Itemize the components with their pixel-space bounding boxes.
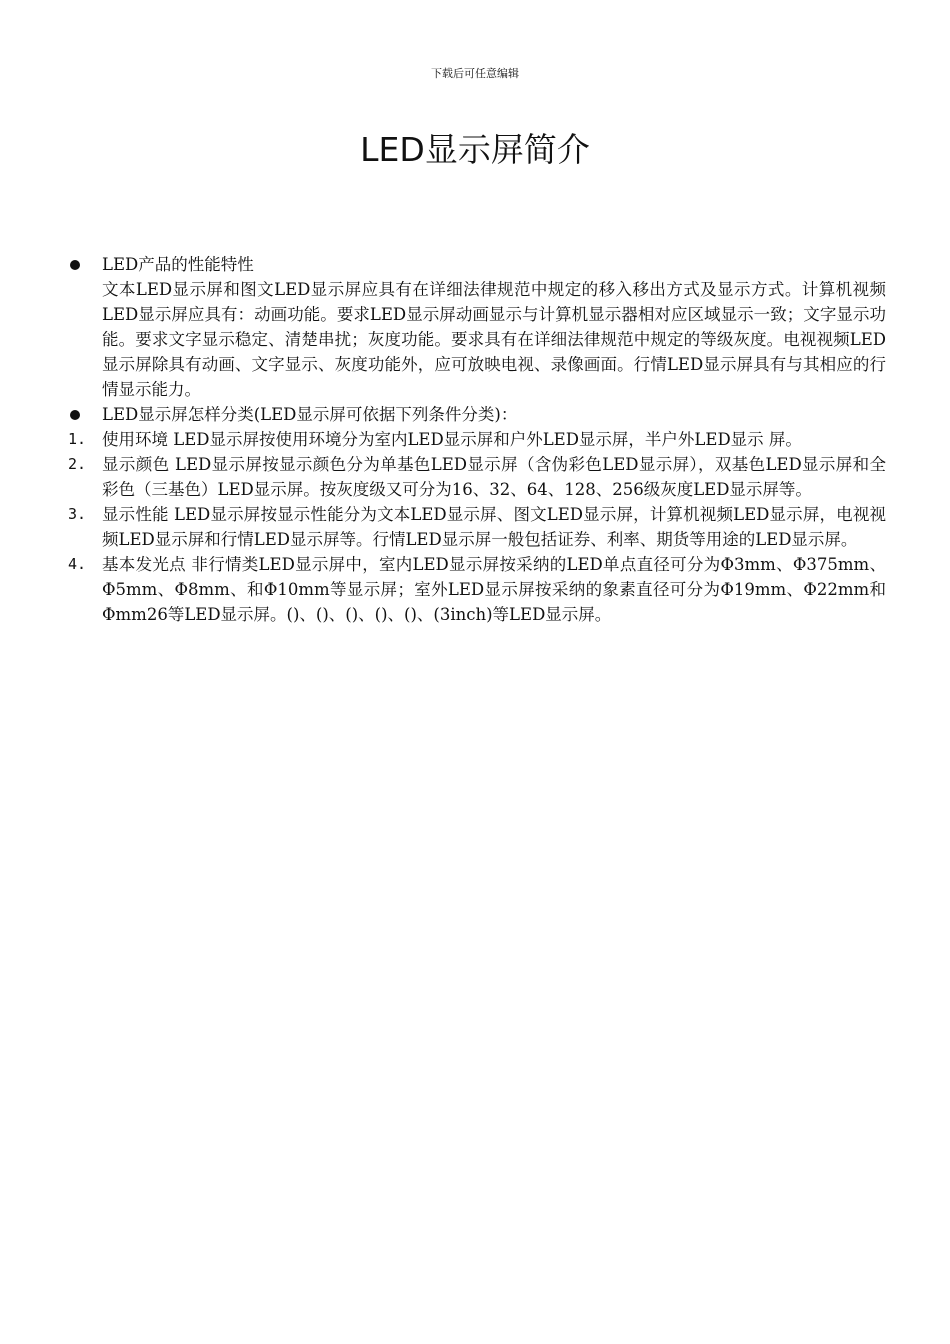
- section-paragraph: 文本LED显示屏和图文LED显示屏应具有在详细法律规范中规定的移入移出方式及显示方式。计算机视频LED显示屏应具有：动画功能。要求LED显示屏动画显示与计算机显示器相对应区域显示一致；文字显示功能。要求文字显示稳定、清楚串扰；灰度功能。要求具有在详细法律规范中规定的等级灰度。电视视频LED显示屏除具有动画、文字显示、灰度功能外，应可放映电视、录像画面。行情LED显示屏具有与其相应的行情显示能力。: [102, 280, 886, 399]
- item-text: 显示性能 LED显示屏按显示性能分为文本LED显示屏、图文LED显示屏，计算机视频LED显示屏，电视视频LED显示屏和行情LED显示屏等。行情LED显示屏一般包括证券、利率、期货等用途的LED显示屏。: [102, 505, 886, 549]
- item-text: 显示颜色 LED显示屏按显示颜色分为单基色LED显示屏（含伪彩色LED显示屏），双基色LED显示屏和全彩色（三基色）LED显示屏。按灰度级又可分为16、32、64、128、256级灰度LED显示屏等。: [102, 455, 886, 499]
- item-number: 1.: [68, 430, 87, 448]
- document-body: [68, 252, 886, 627]
- item-text: 使用环境 LED显示屏按使用环境分为室内LED显示屏和户外LED显示屏，半户外LED显示 屏。: [102, 430, 802, 449]
- header-note: 下载后可任意编辑: [431, 67, 519, 80]
- section-heading: LED显示屏怎样分类(LED显示屏可依据下列条件分类)：: [102, 405, 518, 424]
- section-heading: LED产品的性能特性: [102, 255, 254, 274]
- numbered-item: [68, 552, 886, 627]
- item-number: 4.: [68, 555, 87, 573]
- numbered-item: [68, 502, 886, 552]
- document-title: LED显示屏简介: [360, 130, 590, 169]
- bullet-icon: [68, 402, 98, 427]
- bullet-icon: [68, 252, 98, 277]
- item-text: 基本发光点 非行情类LED显示屏中，室内LED显示屏按采纳的LED单点直径可分为Φ3mm、Φ375mm、Φ5mm、Φ8mm、和Φ10mm等显示屏；室外LED显示屏按采纳的象素直径可分为Φ19mm、Φ22mm和Φmm26等LED显示屏。()、()、()、()、()、(3inch)等LED显示屏。: [102, 555, 886, 624]
- bullet-section-classification: [68, 402, 886, 427]
- item-number: 2.: [68, 455, 87, 473]
- bullet-section-features: [68, 252, 886, 402]
- numbered-item: [68, 427, 886, 452]
- item-number: 3.: [68, 505, 87, 523]
- numbered-item: [68, 452, 886, 502]
